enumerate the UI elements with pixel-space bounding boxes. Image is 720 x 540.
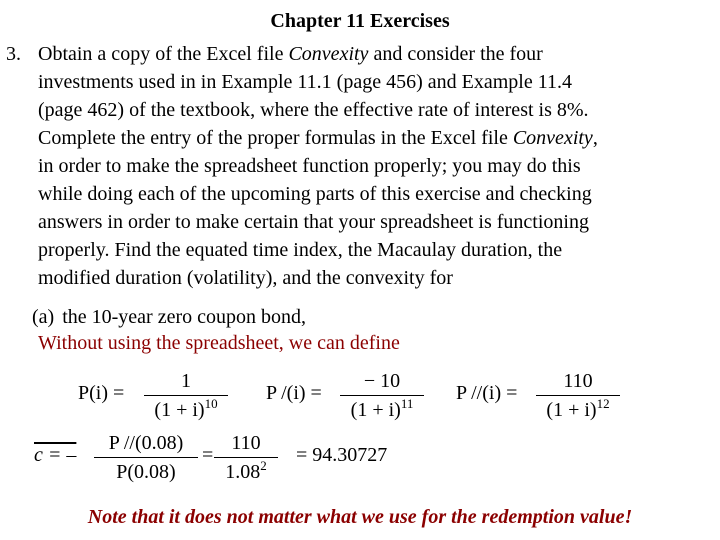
exercise-number: 3. [6,43,21,65]
formula-convexity-numerator-1: P //(0.08) [108,432,184,454]
exercise-line-3: (page 462) of the textbook, where the effective rate of interest is 8%. [38,99,589,121]
exercise-line-7: answers in order to make certain that your spreadsheet is functioning [38,211,589,233]
formula-p-prime-lhs: P /(i) = [266,382,322,404]
formula-p-double-prime-denominator: $(1 + i)^{12}$ [546,396,610,421]
formula-p-numerator: 1 [181,370,191,392]
formula-convexity-fraction-2 [214,430,278,485]
formula-convexity-result: = 94.30727 [296,444,388,466]
file-name: Convexity [512,127,593,149]
exercise-line-2: investments used in in Example 11.1 (page 456) and Example 11.4 [38,71,572,93]
formula-p-double-prime-numerator: 110 [563,370,593,392]
exercise-text [38,40,718,292]
formula-p-double-prime-lhs: P //(i) = [456,382,518,404]
part-a [32,306,306,329]
exercise-line-4: Complete the entry of the proper formulas in the Excel file Convexity, [38,127,598,149]
formula-convexity-denominator-1: P(0.08) [116,461,176,483]
file-name: Convexity [288,43,369,65]
formula-p [78,368,238,428]
formula-p-denominator: $(1 + i)^{10}$ [154,396,218,421]
page-title: Chapter 11 Exercises [270,10,450,32]
define-text: Without using the spreadsheet, we can define [38,332,400,354]
formula-p-prime-fraction [340,368,424,423]
exercise-line-6: while doing each of the upcoming parts of this exercise and checking [38,183,592,205]
formula-convexity [34,430,454,492]
formula-p-prime-numerator: − 10 [363,370,401,392]
formula-convexity-equals: = [202,444,214,466]
formula-p-fraction [144,368,228,423]
exercise-line-5: in order to make the spreadsheet function properly; you may do this [38,155,581,177]
note-text: Note that it does not matter what we use for the redemption value! [87,506,633,528]
formula-p-lhs: P(i) = [78,382,125,404]
fraction-bar [94,457,198,458]
part-a-label: (a) [32,306,55,328]
formula-convexity-denominator-2: 1.08$^2$ [225,458,267,483]
part-a-text: the 10-year zero coupon bond, [62,306,307,328]
formula-convexity-lhs: c = – [34,444,77,466]
fraction-bar [214,457,278,458]
formula-p-prime [266,368,426,428]
formula-convexity-fraction-1 [94,430,198,485]
formula-convexity-numerator-2: 110 [231,432,261,454]
exercise-line-8: properly. Find the equated time index, the Macaulay duration, the [38,239,563,261]
formula-p-prime-denominator: $(1 + i)^{11}$ [350,396,414,421]
exercise-line-9: modified duration (volatility), and the convexity for [38,267,453,289]
exercise-line-1: Obtain a copy of the Excel file Convexity and consider the four [38,43,543,65]
formula-p-double-prime [456,368,626,428]
formula-p-double-prime-fraction [536,368,620,423]
